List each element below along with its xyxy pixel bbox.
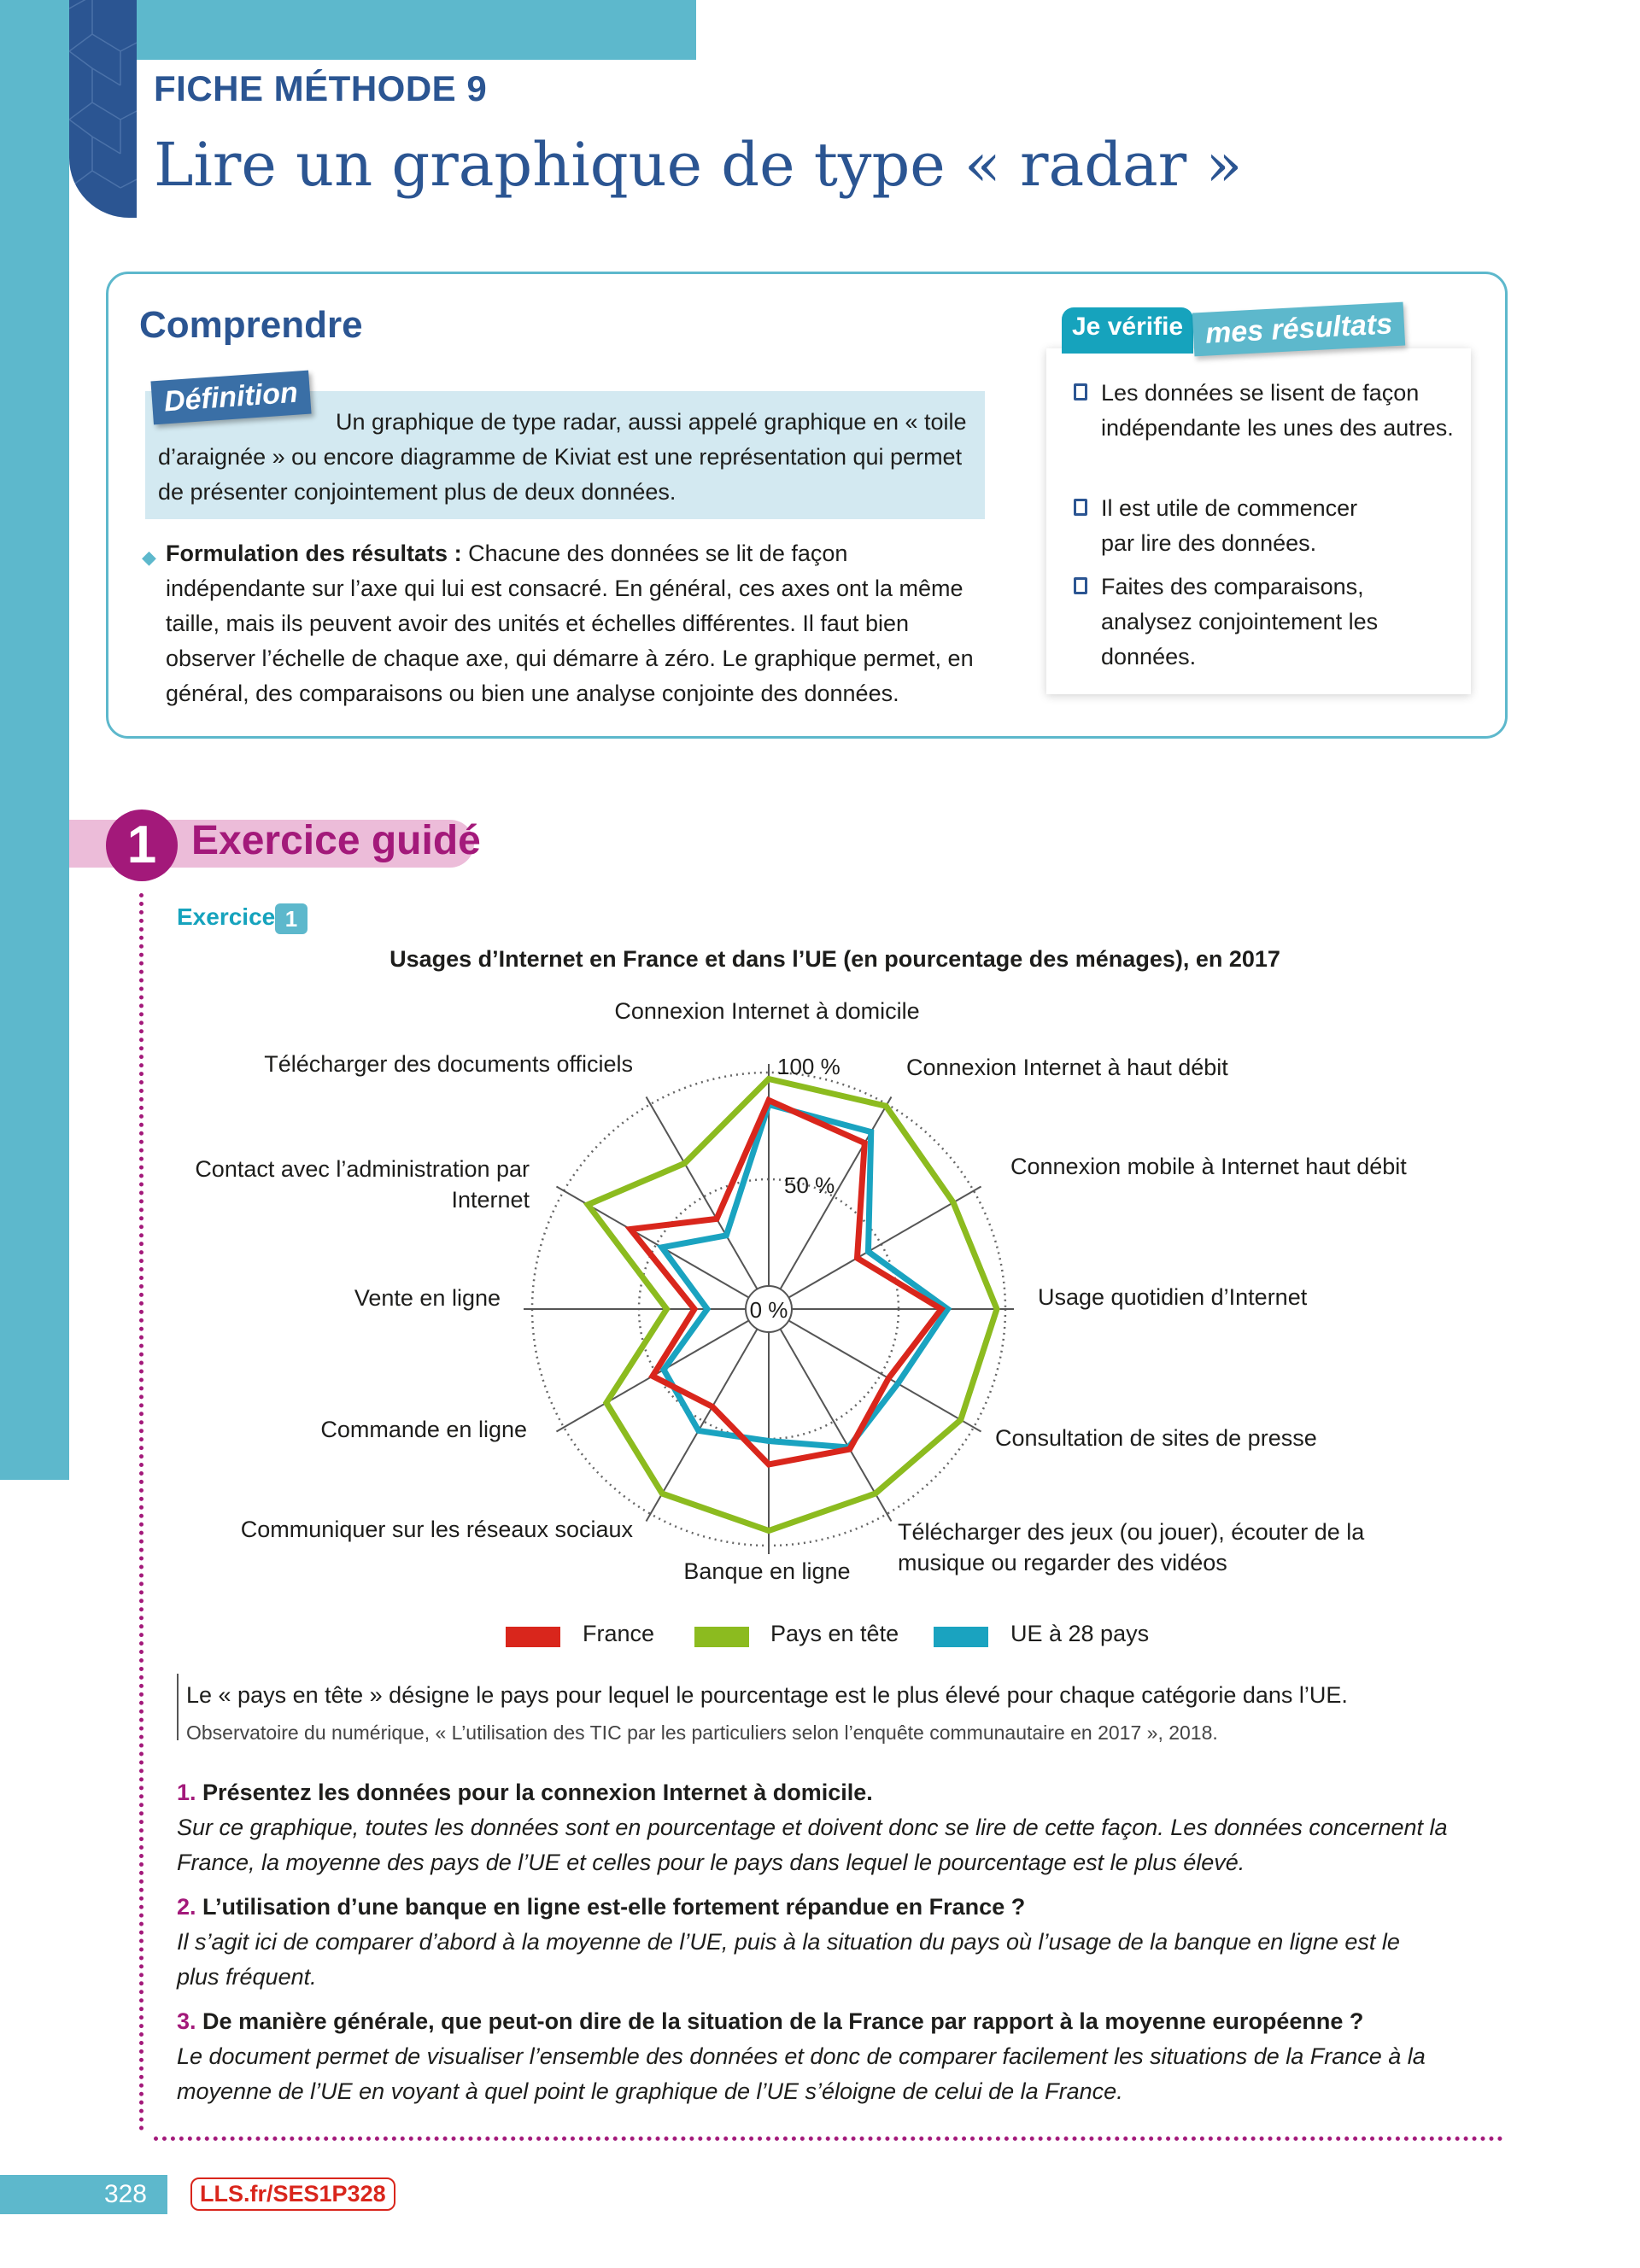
axis-label: Contact avec l’administration par Internet (195, 1156, 530, 1213)
formulation-paragraph (142, 536, 987, 711)
axis-label: Commande en ligne (320, 1417, 527, 1442)
axis-label: Communiquer sur les réseaux sociaux (240, 1517, 633, 1542)
verify-tab: Je vérifie (1062, 307, 1193, 354)
chart-source: Observatoire du numérique, « L’utilisation des TIC par les particuliers selon l’enquête communautaire en 2017 », 2018. (186, 1721, 1218, 1744)
chart-note: Le « pays en tête » désigne le pays pour lequel le pourcentage est le plus élevé pour chaque catégorie dans l’UE. (186, 1682, 1348, 1708)
legend-label-eu: UE à 28 pays (1010, 1621, 1150, 1646)
verify-item (1072, 376, 1456, 446)
axis-label: Connexion Internet à haut débit (906, 1055, 1228, 1080)
hex-pattern-decoration (69, 0, 137, 218)
axis-label: Banque en ligne (683, 1558, 851, 1584)
exercise-label: Exercice (177, 903, 276, 930)
comprendre-heading: Comprendre (139, 304, 363, 346)
answer-hint-1: Sur ce graphique, toutes les données sont en pourcentage et doivent donc se lire de cette façon. Les données concernent la France, la moyenne des pays de l’UE et celles pour le pays dans lequel le pourcentage est le plus élevé. (177, 1815, 1448, 1875)
axis-label: Vente en ligne (354, 1285, 501, 1311)
method-sheet-number: FICHE MÉTHODE 9 (154, 68, 488, 108)
definition-text: Un graphique de type radar, aussi appelé graphique en « toile d’araignée » ou encore diagramme de Kiviat est une représentation qui permet de présenter conjointement plus de deux données. (158, 409, 967, 505)
page-number: 328 (0, 2175, 167, 2214)
legend-swatch-france (506, 1627, 560, 1647)
question-number: 1. (177, 1780, 196, 1805)
exercise-title: Exercice guidé (191, 818, 481, 863)
formulation-text: Chacune des données se lit de façon indépendante sur l’axe qui lui est consacré. En général, ces axes ont la même taille, mais ils peuvent avoir des unités et échelles différentes. Il faut bien observer l’échelle de chaque axe, qui démarre à zéro. Le graphique permet, en général, des comparaisons ou bien une analyse conjointe des données. (166, 541, 974, 706)
series-ue-28-pays (662, 1105, 948, 1447)
answer-hint-3: Le document permet de visualiser l’ensemble des données et donc de comparer facilement les situations de la France à la moyenne de l’UE en voyant à quel point le graphique de l’UE s’éloigne de celui de la France. (177, 2043, 1426, 2104)
exercise-label-number: 1 (275, 903, 308, 934)
verify-item (1072, 491, 1397, 561)
online-resource-link[interactable]: LLS.fr/SES1P328 (190, 2177, 395, 2211)
question-text: De manière générale, que peut-on dire de la situation de la France par rapport à la moyenne européenne ? (202, 2008, 1364, 2034)
results-tab: mes résultats (1192, 302, 1406, 357)
page-title: Lire un graphique de type « radar » (154, 130, 1243, 200)
exercise-number-badge: 1 (106, 810, 178, 881)
note-rule (177, 1674, 179, 1740)
legend-label-france: France (583, 1621, 655, 1646)
radar-chart (512, 1053, 1025, 1565)
dotted-border (154, 2136, 1503, 2141)
axis-line (788, 1321, 981, 1432)
dotted-border (139, 893, 144, 2131)
verify-item-text: Faites des comparaisons, analysez conjointement les données. (1101, 574, 1379, 669)
left-margin-band (0, 0, 69, 1480)
definition-tag: Définition (150, 371, 311, 425)
axis-label: Télécharger des jeux (ou jouer), écouter de la musique ou regarder des vidéos (898, 1519, 1365, 1575)
question-1 (177, 1780, 873, 1806)
chart-title: Usages d’Internet en France et dans l’UE (en pourcentage des ménages), en 2017 (390, 946, 1280, 972)
question-3 (177, 2008, 1363, 2035)
question-number: 2. (177, 1894, 196, 1920)
checkbox-icon (1074, 577, 1087, 594)
question-text: L’utilisation d’une banque en ligne est-elle fortement répandue en France ? (202, 1894, 1026, 1920)
tick-label: 100 % (777, 1054, 840, 1079)
legend-swatch-eu (934, 1627, 988, 1647)
axis-label: Télécharger des documents officiels (264, 1051, 633, 1077)
verify-item-text: Les données se lisent de façon indépendante les unes des autres. (1101, 380, 1454, 441)
verify-item-text: Il est utile de commencer par lire des données. (1101, 495, 1358, 556)
axis-label: Connexion mobile à Internet haut débit (1010, 1154, 1407, 1179)
legend-swatch-leader (694, 1627, 749, 1647)
axis-label: Usage quotidien d’Internet (1038, 1284, 1308, 1310)
axis-label: Consultation de sites de presse (995, 1425, 1317, 1451)
tick-label: 0 % (749, 1297, 788, 1323)
checkbox-icon (1074, 499, 1087, 516)
question-text: Présentez les données pour la connexion Internet à domicile. (202, 1780, 873, 1805)
series-france (630, 1101, 941, 1465)
formulation-label: Formulation des résultats : (166, 541, 462, 566)
axis-label: Connexion Internet à domicile (614, 998, 920, 1024)
answer-hint-2: Il s’agit ici de comparer d’abord à la moyenne de l’UE, puis à la situation du pays où l’usage de la banque en ligne est le plus fréquent. (177, 1929, 1400, 1990)
verify-item (1072, 570, 1388, 675)
checkbox-icon (1074, 383, 1087, 400)
legend-label-leader: Pays en tête (770, 1621, 899, 1646)
top-band (137, 0, 696, 60)
tick-label: 50 % (784, 1172, 835, 1198)
diamond-bullet-icon: ◆ (142, 547, 156, 568)
question-2 (177, 1894, 1025, 1920)
question-number: 3. (177, 2008, 196, 2034)
